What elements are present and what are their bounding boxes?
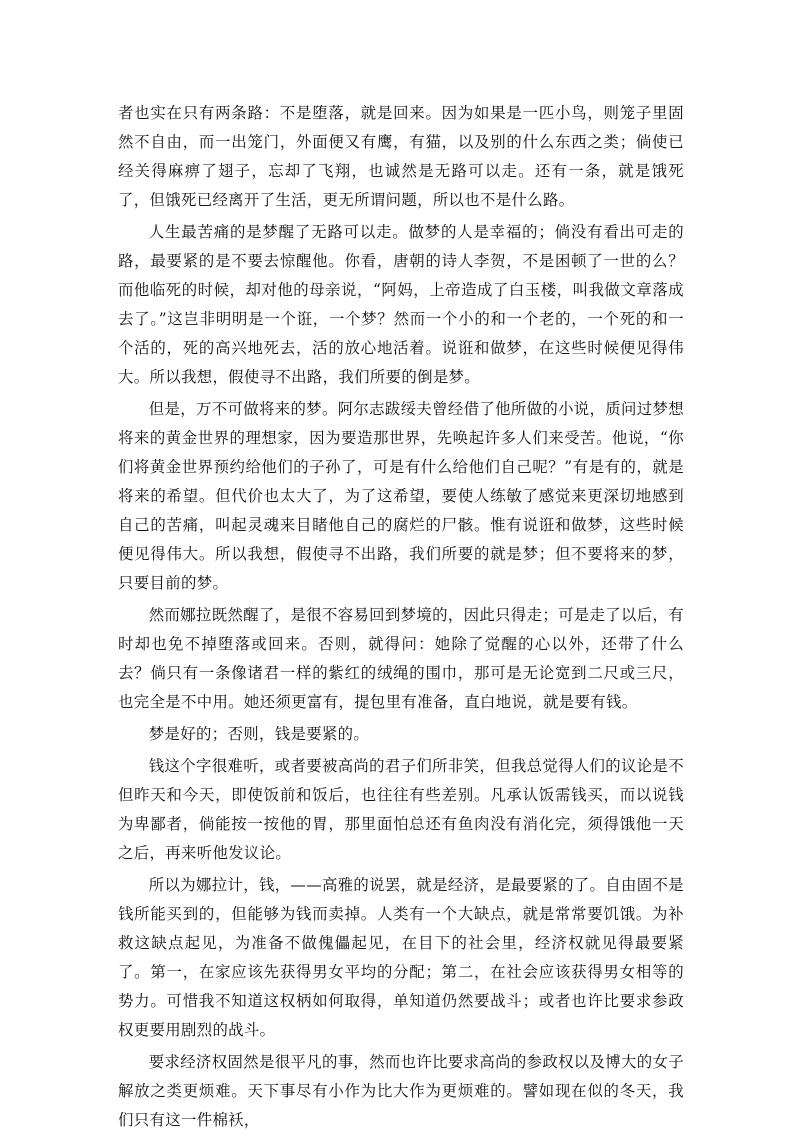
paragraph: 人生最苦痛的是梦醒了无路可以走。做梦的人是幸福的；倘没有看出可走的路，最要紧的是不要去惊醒他。你看，唐朝的诗人李贺，不是困顿了一世的么？而他临死的时候，却对他的母亲说，“阿妈，上帝造成了白玉楼，叫我做文章落成去了。”这岂非明明是一个诳，一个梦？然而一个小的和一个老的，一个死的和一个活的，死的高兴地死去，活的放心地活着。说诳和做梦，在这些时候便见得伟大。所以我想，假使寻不出路，我们所要的倒是梦。 xyxy=(118,223,684,386)
paragraph: 所以为娜拉计，钱，——高雅的说罢，就是经济，是最要紧的了。自由固不是钱所能买到的，但能够为钱而卖掉。人类有一个大缺点，就是常常要饥饿。为补救这缺点起见，为准备不做傀儡起见，在目下的社会里，经济权就见得最要紧了。第一，在家应该先获得男女平均的分配；第二，在社会应该获得男女相等的势力。可惜我不知道这权柄如何取得，单知道仍然要战斗；或者也许比要求参政权更要用剧烈的战斗。 xyxy=(118,876,684,1039)
body-text xyxy=(118,99,684,1138)
paragraph: 钱这个字很难听，或者要被高尚的君子们所非笑，但我总觉得人们的议论是不但昨天和今天，即使饭前和饭后，也往往有些差别。凡承认饭需钱买，而以说钱为卑鄙者，倘能按一按他的胃，那里面怕总还有鱼肉没有消化完，须得饿他一天之后，再来听他发议论。 xyxy=(118,757,684,862)
paragraph: 梦是好的；否则，钱是要紧的。 xyxy=(148,725,370,743)
paragraph: 但是，万不可做将来的梦。阿尔志跋绥夫曾经借了他所做的小说，质问过梦想将来的黄金世界的理想家，因为要造那世界，先唤起许多人们来受苦。他说，“你们将黄金世界预约给他们的子孙了，可是有什么给他们自己呢？”有是有的，就是将来的希望。但代价也太大了，为了这希望，要使人练敏了感觉来更深切地感到自己的苦痛，叫起灵魂来目睹他自己的腐烂的尸骸。惟有说诳和做梦，这些时候便见得伟大。所以我想，假使寻不出路，我们所要的就是梦；但不要将来的梦，只要目前的梦。 xyxy=(118,400,684,592)
paragraph: 要求经济权固然是很平凡的事，然而也许比要求高尚的参政权以及博大的女子解放之类更烦难。天下事尽有小作为比大作为更烦难的。譬如现在似的冬天，我们只有这一件棉袄， xyxy=(118,1053,684,1129)
paragraph-continued: 者也实在只有两条路：不是堕落，就是回来。因为如果是一匹小鸟，则笼子里固然不自由，而一出笼门，外面便又有鹰，有猫，以及别的什么东西之类；倘使已经关得麻痹了翅子，忘却了飞翔，也诚然是无路可以走。还有一条，就是饿死了，但饿死已经离开了生活，更无所谓问题，所以也不是什么路。 xyxy=(118,104,684,209)
paragraph: 然而娜拉既然醒了，是很不容易回到梦境的，因此只得走；可是走了以后，有时却也免不掉堕落或回来。否则，就得问：她除了觉醒的心以外，还带了什么去？倘只有一条像诸君一样的紫红的绒绳的围巾，那可是无论宽到二尺或三尺，也完全是不中用。她还须更富有，提包里有准备，直白地说，就是要有钱。 xyxy=(118,606,684,711)
